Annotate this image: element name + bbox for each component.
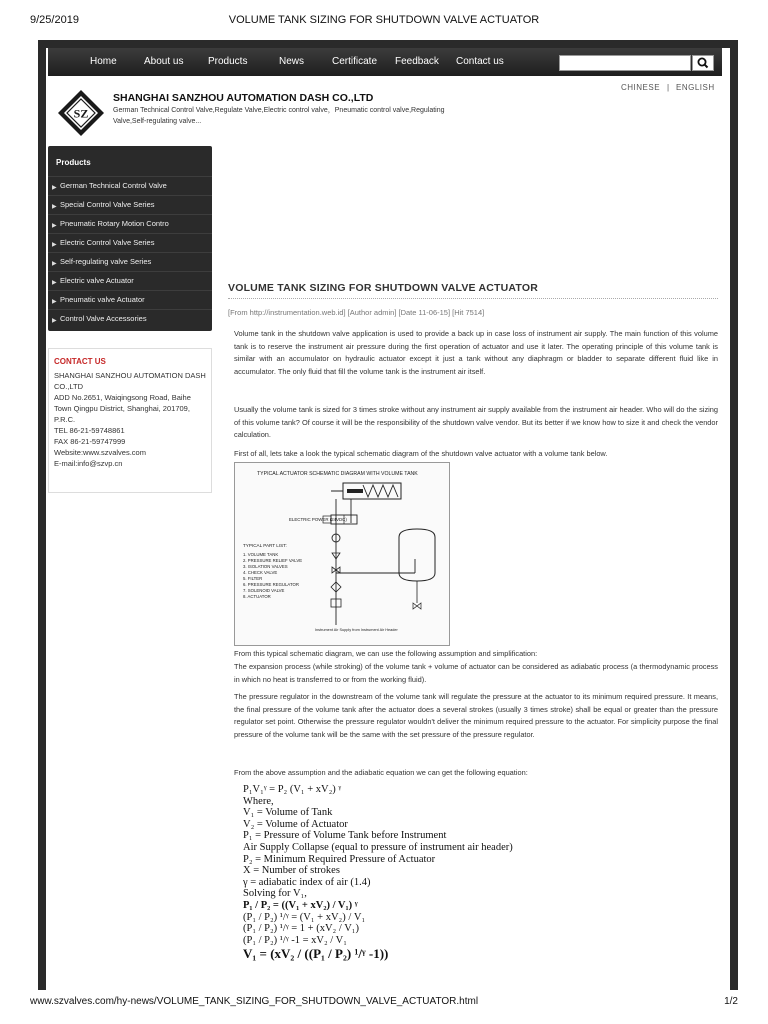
nav-contact-us[interactable]: Contact us (456, 56, 504, 67)
sidebar-item-label: Special Control Valve Series (60, 200, 155, 209)
part-6: 6. PRESSURE REGULATOR (243, 582, 299, 587)
bullet-icon: ▶ (52, 261, 57, 267)
article-paragraph-4: From this typical schematic diagram, we can use the following assumption and simplification: (234, 649, 538, 658)
bullet-icon: ▶ (52, 185, 57, 191)
products-heading: Products (56, 158, 91, 167)
equation-line: P₁ = Pressure of Volume Tank before Instrument (243, 830, 447, 842)
article-paragraph-1: Volume tank in the shutdown valve application is used to provide a back up in case loss of instrument air supply. The main function of this volume tank is to reserve the instrument air pressure during the first operation of actuator and use it later. The operating principle of this volume tank is similar with an accumulator on hydraulic actuator except it just a tank without any diaphragm or bladder to separate different fluid like in accumulator. The only fluid that fill the volume tank is the instrument air itself. (234, 329, 718, 377)
bullet-icon: ▶ (52, 204, 57, 210)
contact-fax: FAX 86-21-59747999 (54, 437, 126, 446)
svg-text:SZ: SZ (73, 106, 89, 121)
bullet-icon: ▶ (52, 223, 57, 229)
equation-block (243, 784, 563, 961)
sidebar-item-label: Control Valve Accessories (60, 314, 147, 323)
part-1: 1. VOLUME TANK (243, 552, 279, 557)
print-header (30, 14, 738, 30)
bullet-icon: ▶ (52, 318, 57, 324)
part-5: 5. FILTER (243, 576, 263, 581)
equation-line: (P₁ / P₂) ¹/ᵞ -1 = xV₂ / V₁ (243, 934, 347, 946)
search-icon (693, 56, 713, 70)
parts-heading: TYPICAL PART LIST: (243, 543, 287, 548)
company-logo[interactable] (56, 88, 106, 138)
part-4: 4. CHECK VALVE (243, 570, 278, 575)
equation-line: Solving for V₁, (243, 888, 307, 900)
article-paragraph-7: From the above assumption and the adiabatic equation we can get the following equation: (234, 768, 528, 777)
schematic-diagram (234, 462, 450, 646)
company-name: SHANGHAI SANZHOU AUTOMATION DASH CO.,LTD (113, 92, 374, 104)
sidebar-item-german-technical[interactable] (48, 176, 212, 195)
nav-news[interactable]: News (279, 56, 305, 67)
sidebar-item-electric-control[interactable] (48, 233, 212, 252)
lang-chinese[interactable]: CHINESE (621, 83, 661, 92)
search-input[interactable] (559, 55, 691, 71)
equation-line: P₁ / P₂ = ((V₁ + xV₂) / V₁) ᵞ (243, 899, 358, 911)
part-2: 2. PRESSURE RELIEF VALVE (243, 558, 303, 563)
equation-line: (P₁ / P₂) ¹/ᵞ = (V₁ + xV₂) / V₁ (243, 911, 366, 923)
equation-result: V₁ = (xV₂ / ((P₁ / P₂) ¹/ᵞ -1)) (243, 946, 389, 962)
lang-english[interactable]: ENGLISH (676, 83, 715, 92)
power-label: ELECTRIC POWER (24VDC) (289, 517, 347, 522)
sidebar-item-pneumatic-rotary[interactable] (48, 214, 212, 233)
contact-address: ADD No.2651, Waiqingsong Road, Baihe Town Qingpu District, Shanghai, 201709, P.R.C. (54, 393, 191, 424)
part-3: 3. ISOLATION VALVES (243, 564, 288, 569)
print-url: www.szvalves.com/hy-news/VOLUME_TANK_SIZING_FOR_SHUTDOWN_VALVE_ACTUATOR.html (30, 996, 479, 1007)
nav-products[interactable]: Products (208, 56, 248, 67)
sidebar-item-special-control[interactable] (48, 195, 212, 214)
contact-tel: TEL 86-21-59748861 (54, 426, 125, 435)
equation-line: Air Supply Collapse (equal to pressure of instrument air header) (243, 841, 513, 853)
article-title: VOLUME TANK SIZING FOR SHUTDOWN VALVE ACTUATOR (228, 282, 538, 294)
sidebar-item-label: Pneumatic Rotary Motion Contro (60, 219, 169, 228)
nav-about-us[interactable]: About us (144, 56, 184, 67)
equation-line: P₂ = Minimum Required Pressure of Actuator (243, 853, 436, 865)
nav-feedback[interactable]: Feedback (395, 56, 439, 67)
sidebar-item-label: German Technical Control Valve (60, 181, 167, 190)
bullet-icon: ▶ (52, 299, 57, 305)
sidebar-item-accessories[interactable] (48, 309, 212, 328)
schematic-title: TYPICAL ACTUATOR SCHEMATIC DIAGRAM WITH VOLUME TANK (257, 471, 418, 477)
company-description: German Technical Control Valve,Regulate Valve,Electric control valve，Pneumatic control valve,Regulating Valve,Self-regulating valve... (113, 107, 445, 125)
article-paragraph-3: First of all, lets take a look the typical schematic diagram of the shutdown valve actuator with a volume tank below. (234, 449, 608, 458)
search-button[interactable] (692, 55, 714, 71)
contact-box (48, 348, 212, 493)
supply-label: Instrument Air Supply from Instrument Air Header (315, 628, 398, 632)
equation-line: X = Number of strokes (243, 865, 340, 877)
sidebar-item-label: Pneumatic valve Actuator (60, 295, 145, 304)
nav-home[interactable]: Home (90, 56, 117, 67)
sidebar-item-pneumatic-actuator[interactable] (48, 290, 212, 309)
sidebar-item-label: Electric Control Valve Series (60, 238, 155, 247)
print-date: 9/25/2019 (30, 14, 79, 26)
contact-heading: CONTACT US (54, 357, 106, 366)
equation-line: V₁ = Volume of Tank (243, 807, 333, 819)
nav-certificate[interactable]: Certificate (332, 56, 378, 67)
bullet-icon: ▶ (52, 280, 57, 286)
article-paragraph-6: The pressure regulator in the downstream of the volume tank will regulate the pressure at the actuator to its minimum required pressure. It means, the final pressure of the volume tank after the actuator does a several strokes (usually 3 times stroke) shall be equal or greater than the pressure regulator set point. Otherwise the pressure regulator wouldn't deliver the minimum required pressure to the actuator. For simplicity purpose the final pressure of the volume tank will be the same with the set pressure of the pressure regulator. (234, 692, 718, 740)
article-meta: [From http://instrumentation.web.id] [Author admin] [Date 11-06-15] [Hit 7514] (228, 308, 485, 317)
print-title: VOLUME TANK SIZING FOR SHUTDOWN VALVE ACTUATOR (228, 14, 540, 26)
print-page-number: 1/2 (724, 996, 738, 1007)
sidebar-item-label: Self-regulating valve Series (60, 257, 152, 266)
part-8: 8. ACTUATOR (243, 594, 271, 599)
equation-line: (P₁ / P₂) ¹/ᵞ = 1 + (xV₂ / V₁) (243, 923, 359, 935)
equation-line: γ = adiabatic index of air (1.4) (243, 876, 371, 888)
products-sidebar (48, 146, 212, 331)
sidebar-item-electric-actuator[interactable] (48, 271, 212, 290)
top-nav (48, 48, 722, 76)
sidebar-item-self-regulating[interactable] (48, 252, 212, 271)
part-7: 7. SOLENOID VALVE (243, 588, 285, 593)
print-footer (30, 996, 738, 1010)
lang-separator: | (667, 83, 670, 92)
article-paragraph-2: Usually the volume tank is sized for 3 times stroke without any instrument air supply available from the instrument air header. Who will do the sizing of this volume tank? Of course it will be the responsibility of the shutdown valve vendor. But its better if we know how to size it and check the vendor calculation. (234, 405, 718, 440)
sidebar-item-label: Electric valve Actuator (60, 276, 134, 285)
contact-website[interactable]: Website:www.szvalves.com (54, 448, 146, 457)
contact-company: SHANGHAI SANZHOU AUTOMATION DASH CO.,LTD (54, 371, 206, 391)
equation-line: Where, (243, 795, 274, 807)
contact-email[interactable]: E-mail:info@szvp.cn (54, 459, 123, 468)
title-divider (228, 298, 718, 299)
equation-line: P₁V₁ᵞ = P₂ (V₁ + xV₂) ᵞ (243, 784, 342, 795)
article-paragraph-5: The expansion process (while stroking) of the volume tank + volume of actuator can be considered as adiabatic process (a thermodynamic process in which no heat is transferred to or from the working fluid). (234, 662, 718, 684)
bullet-icon: ▶ (52, 242, 57, 248)
equation-line: V₂ = Volume of Actuator (243, 818, 348, 830)
